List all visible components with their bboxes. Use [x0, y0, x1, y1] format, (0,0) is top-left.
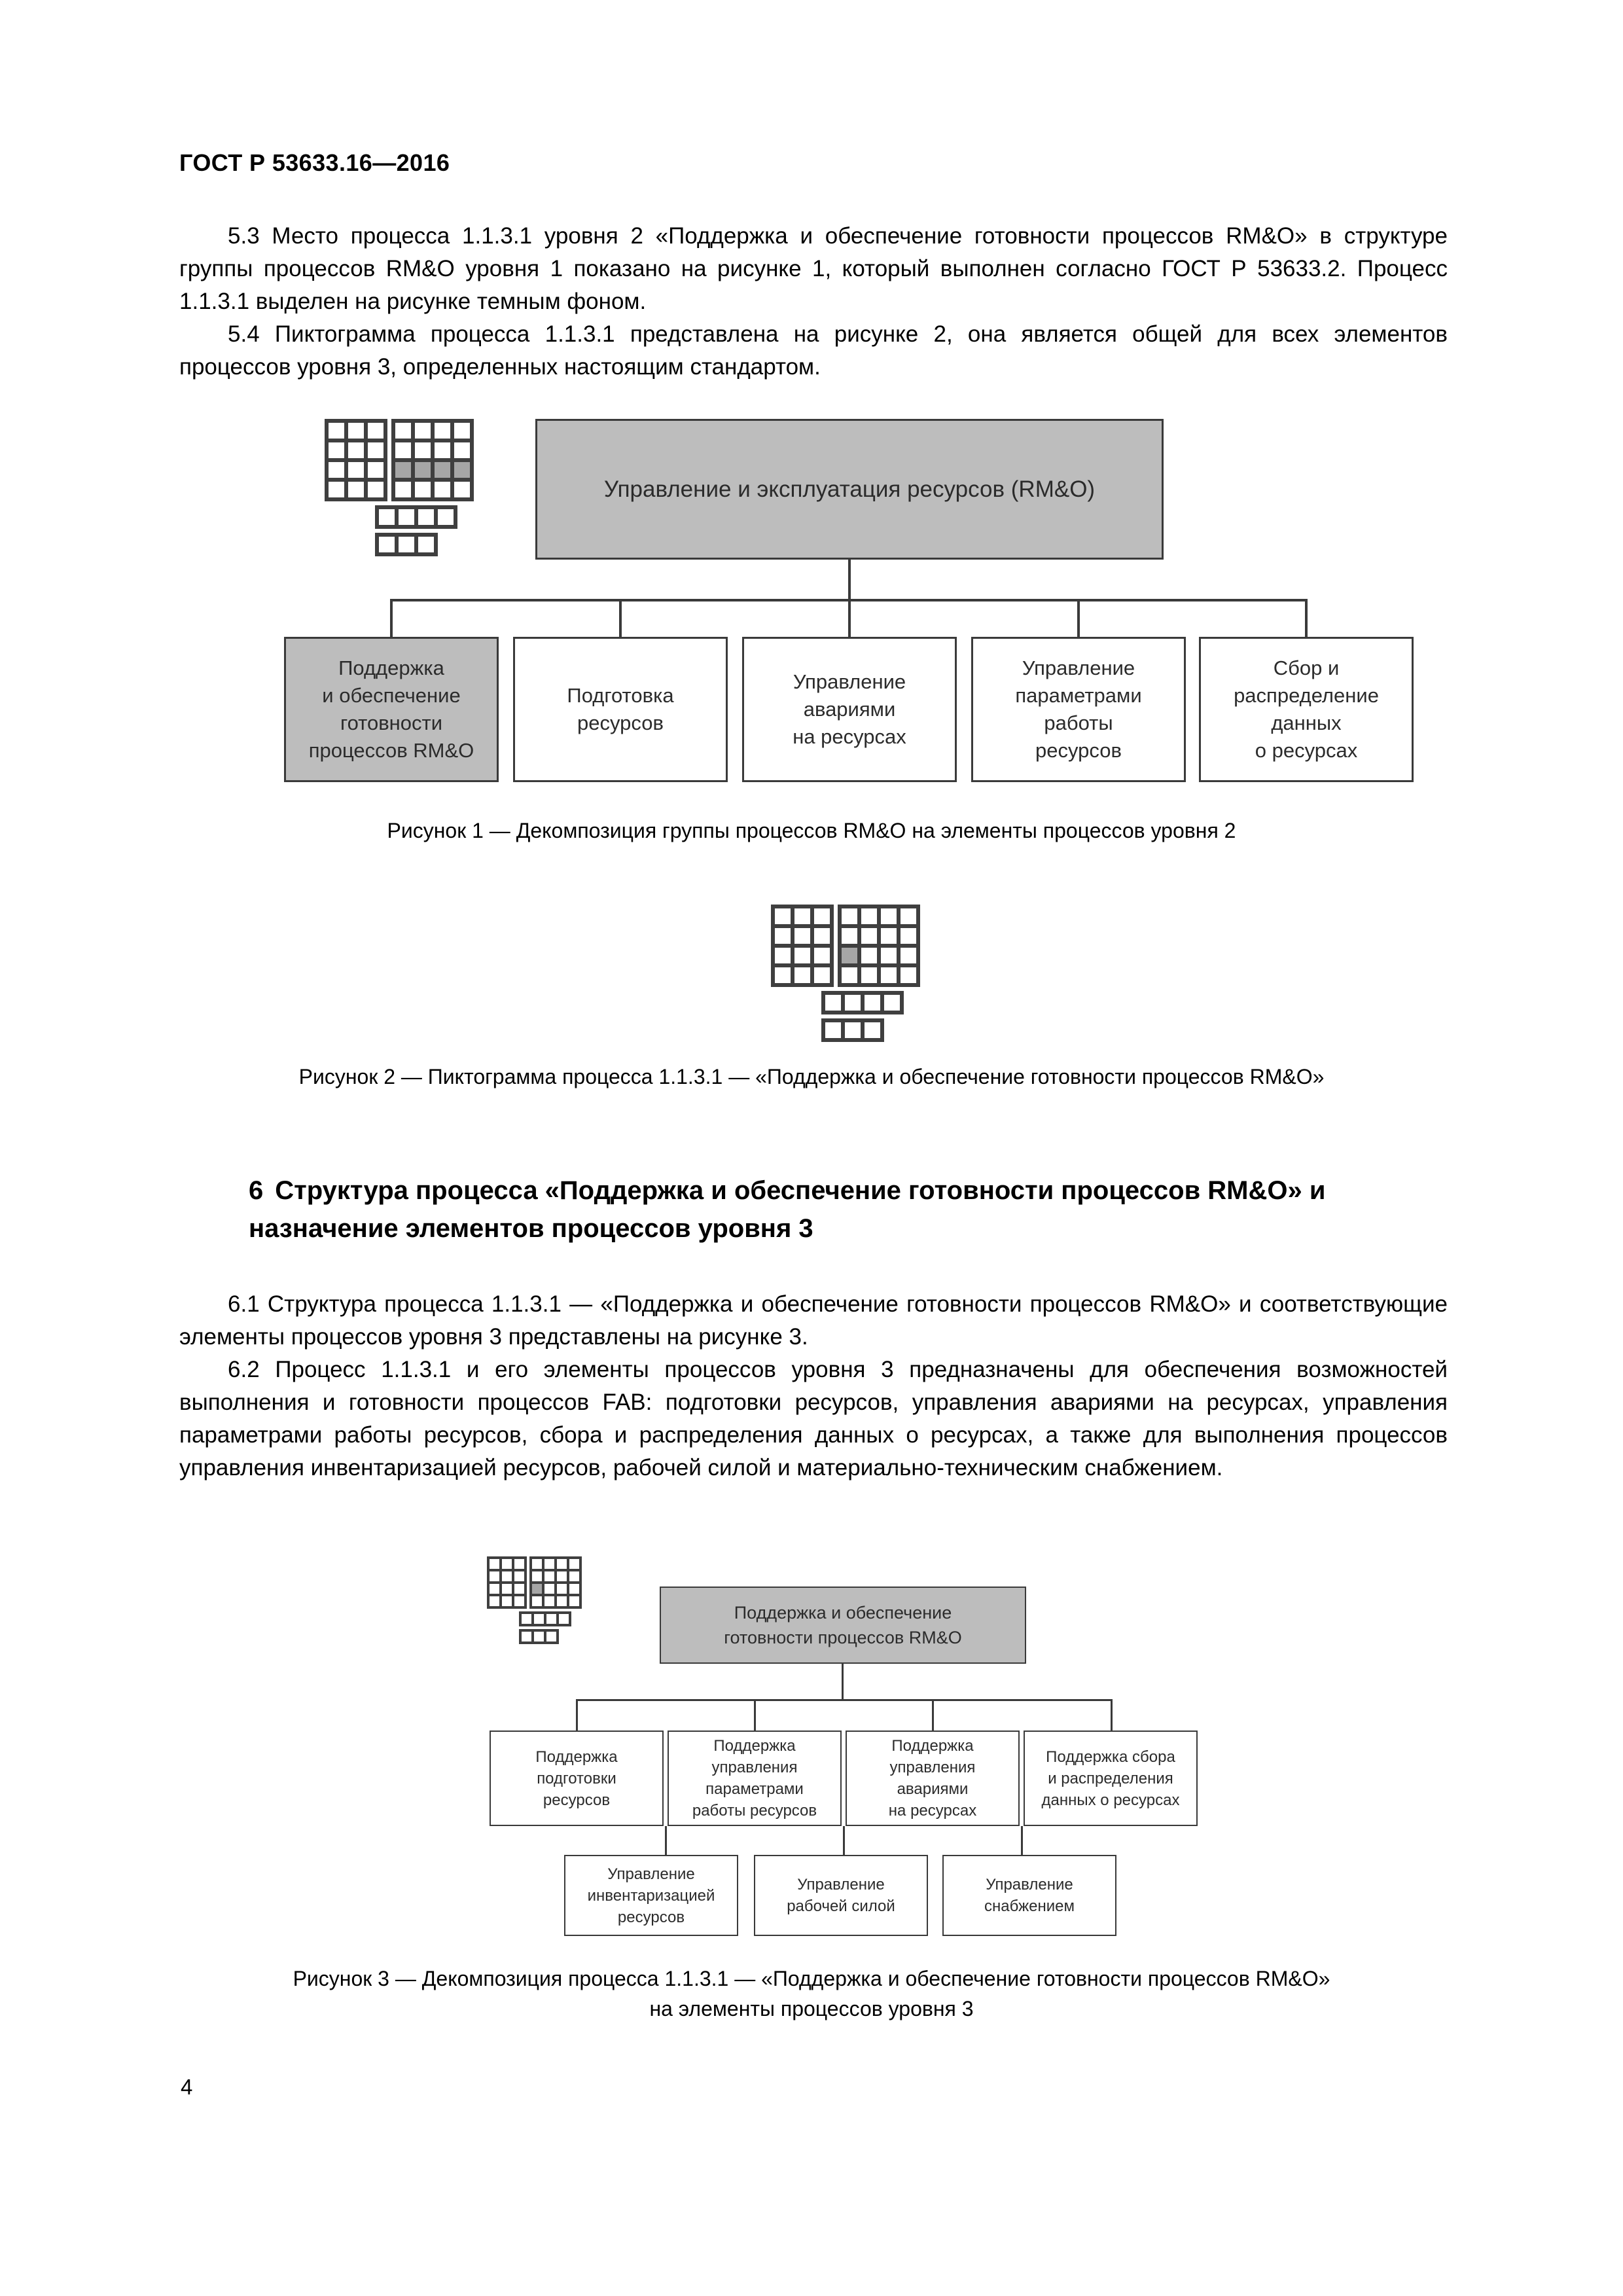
- icon-cell: [865, 995, 880, 1011]
- icon-cell: [454, 462, 470, 478]
- paragraph-5-4: 5.4 Пиктограмма процесса 1.1.3.1 представлена на рисунке 2, она является общей для всех элементов процессов уровня 3, определенных настоящим стандартом.: [179, 321, 1448, 380]
- figure1-drop-3: [848, 599, 851, 638]
- icon-cell: [368, 482, 383, 497]
- section-6-title: Структура процесса «Поддержка и обеспечение готовности процессов RM&O» и назначение элементов процессов уровня 3: [249, 1176, 1326, 1243]
- icon-cell: [546, 1614, 556, 1624]
- icon-cell: [861, 948, 877, 963]
- icon-cell: [379, 537, 395, 552]
- icon-cell: [514, 1584, 524, 1594]
- icon-cell: [379, 509, 395, 525]
- icon-cell: [544, 1559, 554, 1569]
- figure1-child-label-1: Поддержка и обеспечение готовности процессов RM&O: [308, 656, 474, 762]
- icon-cell: [395, 423, 411, 439]
- icon-cell: [557, 1571, 567, 1581]
- figure1-child-box-4: [971, 637, 1186, 782]
- process-1131-pictogram-icon: [771, 905, 920, 1042]
- icon-cell: [348, 423, 364, 439]
- figure3-root-label: Поддержка и обеспечение готовности процессов RM&O: [724, 1603, 962, 1647]
- icon-cell: [557, 1559, 567, 1569]
- figure3-row2-label-1: Управление инвентаризацией ресурсов: [587, 1865, 715, 1926]
- icon-cell: [881, 928, 897, 944]
- figure3-drop-r2-1: [665, 1826, 667, 1856]
- figure3-row1-label-3: Поддержка управления авариями на ресурсах: [888, 1737, 977, 1820]
- icon-cell: [825, 995, 841, 1011]
- icon-cell: [825, 1022, 841, 1038]
- paragraph-block-6: [179, 1288, 1448, 1484]
- icon-cell: [454, 482, 470, 497]
- icon-cell: [532, 1584, 542, 1594]
- icon-cell: [490, 1596, 499, 1606]
- figure3-caption-line1: Рисунок 3 — Декомпозиция процесса 1.1.3.1 — «Поддержка и обеспечение готовности процессов RM&O»: [293, 1967, 1330, 1990]
- icon-cell: [546, 1632, 556, 1641]
- icon-top-row: [325, 419, 474, 501]
- icon-cell: [490, 1584, 499, 1594]
- icon-cell: [435, 462, 450, 478]
- icon-cell: [884, 995, 900, 1011]
- figure3-row1-box-3: [846, 1731, 1020, 1826]
- icon-cell: [368, 442, 383, 458]
- icon-cell: [395, 482, 411, 497]
- figure3-caption: [0, 1964, 1623, 2024]
- icon-grid-bar: [375, 505, 457, 529]
- process-1131-pictogram-icon: [487, 1556, 582, 1644]
- icon-grid-block: [391, 419, 474, 501]
- icon-cell: [775, 908, 791, 924]
- icon-top-row: [487, 1556, 582, 1609]
- icon-cell: [395, 462, 411, 478]
- icon-cell: [514, 1559, 524, 1569]
- icon-lower-bars: [375, 501, 457, 556]
- figure3-row2-label-2: Управление рабочей силой: [787, 1876, 895, 1915]
- icon-cell: [814, 928, 830, 944]
- icon-grid-block: [325, 419, 387, 501]
- icon-cell: [502, 1584, 512, 1594]
- icon-cell: [418, 537, 434, 552]
- icon-cell: [522, 1614, 531, 1624]
- icon-cell: [544, 1571, 554, 1581]
- icon-cell: [532, 1571, 542, 1581]
- icon-cell: [368, 462, 383, 478]
- icon-lower-bars: [519, 1609, 571, 1644]
- icon-cell: [901, 948, 916, 963]
- figure1-root-label: Управление и эксплуатация ресурсов (RM&O): [603, 476, 1096, 502]
- icon-cell: [557, 1596, 567, 1606]
- icon-cell: [845, 1022, 861, 1038]
- icon-grid-bar: [519, 1611, 571, 1626]
- figure3-row2-label-3: Управление снабжением: [984, 1876, 1075, 1915]
- icon-cell: [842, 908, 857, 924]
- icon-cell: [502, 1571, 512, 1581]
- icon-cell: [842, 928, 857, 944]
- paragraph-6-2: 6.2 Процесс 1.1.3.1 и его элементы процессов уровня 3 предназначены для обеспечения возможностей выполнения и готовности процессов FAB: подготовки ресурсов, управления авариями на ресурсах, управления параметрами работы ресурсов, сбора и распределения данных о ресурсах, а также для выполнения процессов управления инвентаризацией ресурсов, рабочей силой и материально-техническим снабжением.: [179, 1357, 1448, 1480]
- icon-cell: [415, 423, 431, 439]
- icon-cell: [368, 423, 383, 439]
- icon-cell: [569, 1596, 579, 1606]
- icon-cell: [534, 1614, 544, 1624]
- icon-cell: [901, 908, 916, 924]
- figure3-row1-label-2: Поддержка управления параметрами работы ресурсов: [692, 1737, 817, 1820]
- icon-cell: [814, 908, 830, 924]
- figure1-drop-2: [619, 599, 622, 638]
- icon-cell: [881, 967, 897, 983]
- figure3-busbar-1: [576, 1699, 1113, 1701]
- icon-cell: [490, 1571, 499, 1581]
- icon-cell: [794, 928, 810, 944]
- icon-cell: [395, 442, 411, 458]
- page-number: 4: [181, 2075, 193, 2099]
- icon-lower-bars: [821, 987, 904, 1042]
- icon-grid-block: [529, 1556, 582, 1609]
- icon-cell: [569, 1559, 579, 1569]
- section-6-number: 6: [249, 1176, 264, 1205]
- icon-cell: [881, 908, 897, 924]
- figure3-caption-line2: на элементы процессов уровня 3: [649, 1997, 974, 2020]
- icon-cell: [861, 928, 877, 944]
- figure1-child-box-1: [284, 637, 499, 782]
- figure3-row2-box-2: [754, 1855, 928, 1936]
- icon-cell: [522, 1632, 531, 1641]
- icon-cell: [901, 928, 916, 944]
- icon-grid-bar: [821, 1018, 884, 1042]
- icon-cell: [814, 967, 830, 983]
- icon-cell: [814, 948, 830, 963]
- figure1-drop-5: [1305, 599, 1308, 638]
- icon-cell: [532, 1596, 542, 1606]
- icon-cell: [514, 1571, 524, 1581]
- figure1-trunk: [848, 560, 851, 600]
- figure3-row1-box-4: [1024, 1731, 1198, 1826]
- icon-cell: [559, 1614, 569, 1624]
- icon-grid-block: [838, 905, 920, 987]
- figure2-caption: Рисунок 2 — Пиктограмма процесса 1.1.3.1 — «Поддержка и обеспечение готовности процессов RM&O»: [298, 1065, 1325, 1088]
- icon-cell: [845, 995, 861, 1011]
- figure3-row1-label-1: Поддержка подготовки ресурсов: [535, 1748, 618, 1809]
- icon-cell: [454, 423, 470, 439]
- icon-cell: [348, 462, 364, 478]
- icon-cell: [329, 442, 344, 458]
- icon-cell: [502, 1559, 512, 1569]
- icon-cell: [418, 509, 434, 525]
- figure1-child-label-2: Подготовка ресурсов: [567, 684, 674, 734]
- icon-cell: [329, 462, 344, 478]
- icon-cell: [557, 1584, 567, 1594]
- icon-cell: [569, 1571, 579, 1581]
- icon-cell: [794, 908, 810, 924]
- icon-cell: [329, 423, 344, 439]
- icon-cell: [399, 537, 414, 552]
- icon-cell: [329, 482, 344, 497]
- icon-cell: [544, 1596, 554, 1606]
- icon-grid-block: [771, 905, 834, 987]
- figure1-child-label-4: Управление параметрами работы ресурсов: [1015, 656, 1142, 762]
- icon-cell: [399, 509, 414, 525]
- icon-cell: [775, 967, 791, 983]
- paragraph-5-3: 5.3 Место процесса 1.1.3.1 уровня 2 «Поддержка и обеспечение готовности процессов RM&O» в структуре группы процессов RM&O уровня 1 показано на рисунке 1, который выполнен согласно ГОСТ Р 53633.2. Процесс 1.1.3.1 выделен на рисунке темным фоном.: [179, 223, 1448, 314]
- icon-cell: [842, 948, 857, 963]
- figure3-row1-label-4: Поддержка сбора и распределения данных о ресурсах: [1041, 1748, 1180, 1809]
- figure3-row1-box-2: [668, 1731, 842, 1826]
- figure1-child-box-3: [742, 637, 957, 782]
- icon-cell: [490, 1559, 499, 1569]
- running-head: ГОСТ Р 53633.16—2016: [179, 149, 450, 176]
- figure3-drop-r1-4: [1111, 1699, 1113, 1732]
- icon-top-row: [771, 905, 920, 987]
- icon-cell: [438, 509, 454, 525]
- icon-cell: [514, 1596, 524, 1606]
- icon-grid-bar: [821, 991, 904, 1014]
- icon-cell: [775, 948, 791, 963]
- icon-cell: [348, 482, 364, 497]
- icon-cell: [865, 1022, 880, 1038]
- figure3-drop-r1-3: [932, 1699, 934, 1732]
- figure3-root-box: [660, 1587, 1026, 1664]
- figure3-drop-r2-3: [1021, 1826, 1023, 1856]
- icon-cell: [415, 462, 431, 478]
- figure3-drop-r1-2: [754, 1699, 756, 1732]
- figure1-caption: Рисунок 1 — Декомпозиция группы процессов RM&O на элементы процессов уровня 2: [387, 819, 1236, 842]
- paragraph-6-1: 6.1 Структура процесса 1.1.3.1 — «Поддержка и обеспечение готовности процессов RM&O» и соответствующие элементы процессов уровня 3 представлены на рисунке 3.: [179, 1291, 1448, 1350]
- figure1-child-box-5: [1199, 637, 1414, 782]
- icon-cell: [842, 967, 857, 983]
- icon-grid-block: [487, 1556, 527, 1609]
- icon-cell: [534, 1632, 544, 1641]
- icon-cell: [569, 1584, 579, 1594]
- figure1-drop-4: [1077, 599, 1080, 638]
- figure3-drop-r1-1: [576, 1699, 578, 1732]
- icon-cell: [881, 948, 897, 963]
- icon-cell: [435, 423, 450, 439]
- icon-cell: [435, 482, 450, 497]
- figure3-drop-r2-2: [843, 1826, 845, 1856]
- icon-cell: [775, 928, 791, 944]
- icon-cell: [544, 1584, 554, 1594]
- section-6-heading: [249, 1172, 1453, 1247]
- icon-cell: [415, 442, 431, 458]
- rmo-pictogram-icon: [325, 419, 474, 556]
- figure1-root-box: [535, 419, 1164, 560]
- figure3-trunk: [842, 1664, 844, 1700]
- figure1-child-label-3: Управление авариями на ресурсах: [793, 670, 906, 748]
- icon-cell: [861, 908, 877, 924]
- icon-cell: [348, 442, 364, 458]
- icon-cell: [794, 948, 810, 963]
- icon-cell: [454, 442, 470, 458]
- figure3-row2-box-3: [942, 1855, 1116, 1936]
- icon-grid-bar: [375, 533, 438, 556]
- icon-grid-bar: [519, 1629, 559, 1644]
- figure1-drop-1: [390, 599, 393, 638]
- figure1-child-box-2: [513, 637, 728, 782]
- icon-cell: [901, 967, 916, 983]
- paragraph-block-5: [179, 220, 1448, 384]
- icon-cell: [502, 1596, 512, 1606]
- figure3-row2-box-1: [564, 1855, 738, 1936]
- icon-cell: [532, 1559, 542, 1569]
- icon-cell: [861, 967, 877, 983]
- figure3-row1-box-1: [490, 1731, 664, 1826]
- icon-cell: [415, 482, 431, 497]
- figure1-child-label-5: Сбор и распределение данных о ресурсах: [1234, 656, 1379, 762]
- icon-cell: [794, 967, 810, 983]
- icon-cell: [435, 442, 450, 458]
